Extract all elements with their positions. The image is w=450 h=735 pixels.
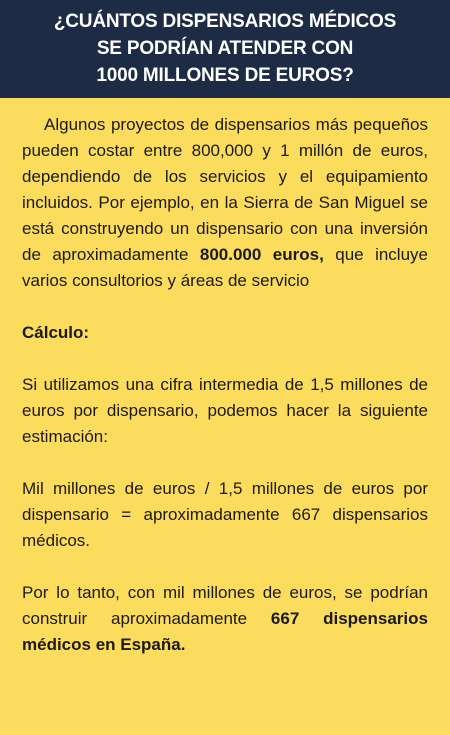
spacer: [22, 554, 428, 580]
conclusion-highlight: 667 dispensarios médicos en España.: [22, 609, 428, 654]
title-line-1: ¿CUÁNTOS DISPENSARIOS MÉDICOS: [53, 11, 397, 32]
calc-paragraph-1: Si utilizamos una cifra intermedia de 1,5 millones de euros por dispensario, podemos hacer la siguiente estimación:: [22, 375, 428, 446]
intro-highlight-amount: 800.000 euros,: [199, 245, 324, 264]
intro-text-end: que incluye varios consultorios y áreas de servicio: [22, 245, 428, 290]
title-banner: [0, 0, 450, 98]
calc-paragraph-2: Mil millones de euros / 1,5 millones de euros por dispensario = aproximadamente 667 dispensarios médicos.: [22, 479, 428, 550]
body-content: [0, 98, 450, 658]
conclusion-paragraph: [22, 580, 428, 658]
intro-paragraph: [22, 112, 428, 294]
spacer: [22, 450, 428, 476]
spacer: [22, 294, 428, 320]
conclusion-text: Por lo tanto, con mil millones de euros, se podrían construir aproximadamente: [22, 583, 428, 628]
spacer: [22, 346, 428, 372]
calc-heading-text: Cálculo:: [22, 323, 90, 342]
title-line-2: SE PODRÍAN ATENDER CON: [96, 38, 354, 59]
intro-text: Algunos proyectos de dispensarios más pequeños pueden costar entre 800,000 y 1 millón de euros, dependiendo de los servicios y el equipamiento incluidos. Por ejemplo, en la Sierra de San Miguel se está construyendo un dispensario con una inversión de aproximadamente: [22, 115, 428, 264]
title-line-3: 1000 MILLONES DE EUROS?: [96, 65, 354, 86]
calc-heading: [22, 320, 428, 346]
